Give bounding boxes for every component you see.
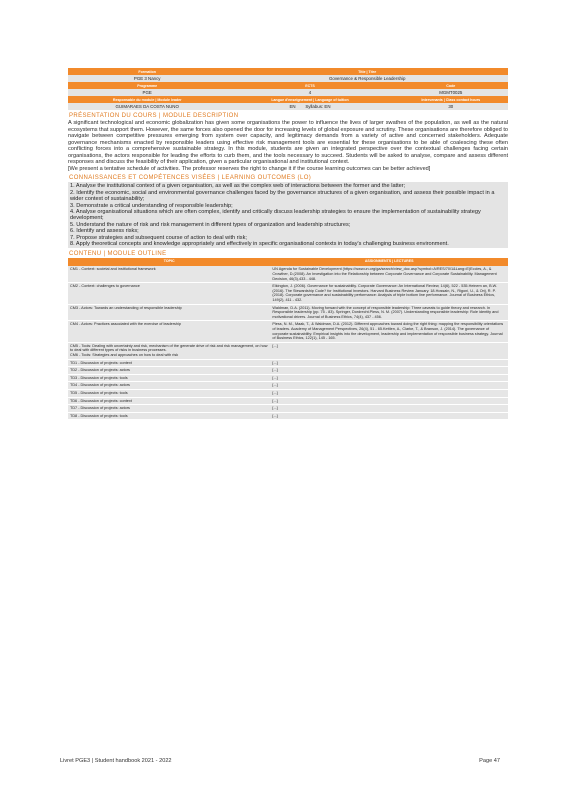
- outline-assignment: Waldman, D.A. (2011). Moving forward with the concept of responsible leadership: Three caveats to guide theory and research. In Responsible leadership (pp. 75 - 83). Springer, Dordrecht.Pless, N. M. (2007). Understanding responsible leadership: Role identity and motivational drivers. Journal of Business Ethics, 74(4), 437 - 456.: [270, 304, 508, 321]
- description-note: [We present a tentative schedule of activities. The professor reserves the right to change it if the course learning outcomes can be better achieved]: [68, 165, 431, 172]
- language-value: EN: [289, 104, 296, 109]
- outline-assignment: [...]: [270, 405, 508, 413]
- outline-topic: CM4 - Actors: Practices associated with the exercise of leadership: [68, 321, 270, 342]
- outline-topic: TD2 - Discussion of projects: actors: [68, 367, 270, 375]
- outline-topic: CM1 - Context: societal and institutional framework: [68, 266, 270, 282]
- language-label: Langue d'enseignement | Language of tuition: [226, 96, 393, 103]
- outline-row: [68, 412, 508, 419]
- outline-topic: CM5 - Tools: Dealing with uncertainty and risk, mechanism of the generate drive of risk and risk management, on how to deal with different types of risks in business processes. CM6 - Tools: Strategies and approaches on how to deal with risk: [68, 342, 270, 359]
- outline-assignment: Pless, N. M., Maak, T., & Waldman, D.A. (2012). Different approaches toward doing the right thing: mapping the responsibility orientations of leaders. Academy of Management Perspectives, 26(4), 51 - 65.Kettlen, A., Clarke, T., & Branson, J. (2014). The governance of corporate sustainability: Empirical insights into the development, leadership and implementation of responsible business strategy. Journal of Business Ethics, 122(1), 145 - 165.: [270, 321, 508, 342]
- outline-row: [68, 389, 508, 397]
- module-description: [68, 120, 508, 172]
- outline-body: [68, 266, 508, 419]
- outline-topic: TD7 - Discussion of projects: actors: [68, 405, 270, 413]
- ects-label: ECTS: [226, 82, 393, 89]
- outline-assignment: [...]: [270, 342, 508, 359]
- outcome-item: 4. Analyse organisational situations which are often complex, identify and critically discuss leadership strategies to ensure the implementation of sustainability strategy development;: [70, 209, 481, 222]
- outline-assignment: Elkington, J. (2006). Governance for sustainability. Corporate Governance: An International Review, 14(6), 522 - 535.Heinem an, B.W. (2016). The Stewardship Code? for Institutional Investors. Harvard Business Review January. 18.Hossain, N., Rigoni, U., & Orij, R. P. (2018). Corporate governance and sustainability performance: Analysis of triple bottom line performance. Journal of Business Ethics, 149(2), 411 - 432.: [270, 283, 508, 304]
- ects-value: 4: [226, 89, 393, 96]
- description-paragraph: A significant technological and economic globalization has given some organisations the power to influence the lives of larger swathes of the population, as well as the natural ecosystems that support them. However, the same forces also opened the door for increasing levels of global exposure and scrutiny. These organisations are therefore obliged to navigate between competitive pressures emerging from system over capacity, and legitimacy demands from a variety of active and concerned stakeholders. Adequate governance mechanisms enacted by responsible leaders using effective risk management tools are essential for these organisations to be able of coalescing these often conflicting forces into a comprehensive sustainable strategy. In this module, students are given an integrated perspective over the contextual challenges facing certain organisations, the actors responsible for leading the efforts to curb them, and the tools necessary to succeed. Students will be asked to analyse, compare and assess different responses and discuss the feasibility of their application, given a particular organisational and institutional context.: [68, 120, 508, 166]
- outline-assignment: UN Agenda for Sustainable Development (https://www.un.org/ga/search/view_doc.asp?symbol=A/RES/70/1&Lang=E)Eccles, A., & Crowther, D.(2008). An Investigation into the Relationship between Corporate Governance and Corporate Sustainability. Management Decision, 46(3),433 - 448.: [270, 266, 508, 282]
- outcome-item: 6. Identify and assess risks;: [70, 228, 139, 235]
- leader-label: Responsable du module | Module leader: [68, 96, 226, 103]
- programme-value: PGE: [68, 89, 226, 96]
- outcome-item: 7. Propose strategies and subsequent course of action to deal with risk;: [70, 234, 247, 241]
- outline-row: [68, 359, 508, 367]
- code-value: MGMT0025: [394, 89, 508, 96]
- outline-topic: TD4 - Discussion of projects: actors: [68, 382, 270, 390]
- outline-assignment: [...]: [270, 397, 508, 405]
- syllabus-value: EN: [324, 104, 331, 109]
- learning-outcomes: [68, 182, 508, 248]
- module-sheet: [68, 68, 508, 419]
- outline-assignment: [...]: [270, 412, 508, 419]
- module-info-table: [68, 68, 508, 110]
- outline-row: [68, 283, 508, 304]
- section-title-outcomes: CONNAISSANCES ET COMPÉTENCES VISÉES | LEARNING OUTCOMES (LO): [69, 175, 312, 182]
- title-label: Title | Titre: [226, 68, 508, 75]
- syllabus-label: Syllabus:: [305, 104, 324, 109]
- topic-header: TOPIC: [68, 258, 270, 266]
- outline-row: [68, 266, 508, 282]
- formation-value: PGE 3 Nancy: [68, 75, 226, 82]
- outline-assignment: [...]: [270, 367, 508, 375]
- footer-handbook: Livret PGE3 | Student handbook 2021 - 2022: [60, 758, 172, 764]
- outcome-item: 8. Apply theoretical concepts and knowledge appropriately and effectively in specific organisational contexts in today's challenging business environment.: [70, 241, 449, 248]
- outline-topic: CM3 - Actors: Towards an understanding of responsible leadership: [68, 304, 270, 321]
- hours-value: 30: [394, 103, 508, 110]
- title-value: Governance & Responsible Leadership: [226, 75, 508, 82]
- assignments-header: ASSIGNMENTS | LECTURES: [270, 258, 508, 266]
- outcome-item: 3. Demonstrate a critical understanding of responsible leadership;: [70, 202, 233, 209]
- outline-row: [68, 342, 508, 359]
- outcome-item: 5. Understand the nature of risk and risk management in different types of organization and leadership structures;: [70, 221, 351, 228]
- outline-assignment: [...]: [270, 374, 508, 382]
- footer-page-number: Page 47: [479, 758, 500, 764]
- outline-row: [68, 304, 508, 321]
- formation-label: Formation: [68, 68, 226, 75]
- outline-assignment: [...]: [270, 389, 508, 397]
- outline-topic: TD6 - Discussion of projects: context: [68, 397, 270, 405]
- outline-row: [68, 397, 508, 405]
- module-outline-table: [68, 258, 508, 419]
- outline-topic: TD3 - Discussion of projects: tools: [68, 374, 270, 382]
- outline-topic: TD5 - Discussion of projects: tools: [68, 389, 270, 397]
- programme-label: Programme: [68, 82, 226, 89]
- outline-row: [68, 374, 508, 382]
- outline-row: [68, 321, 508, 342]
- leader-value: GUIMARAES DA COSTA NUNO: [68, 103, 226, 110]
- code-label: Code: [394, 82, 508, 89]
- language-cell: [226, 103, 393, 110]
- outline-assignment: [...]: [270, 359, 508, 367]
- outline-assignment: [...]: [270, 382, 508, 390]
- outcome-item: 2. Identify the economic, social and environmental governance challenges faced by the governance structures of a given organisation, and assess their possible impact in a wider context of sustainability;: [70, 189, 495, 203]
- outline-row: [68, 405, 508, 413]
- outline-topic: TD1 - Discussion of projects: context: [68, 359, 270, 367]
- outline-row: [68, 382, 508, 390]
- hours-label: Intervenants | Class contact hours: [394, 96, 508, 103]
- outcome-item: 1. Analyse the institutional context of a given organisation, as well as the complex web of interactions between the former and the latter;: [70, 183, 406, 190]
- section-title-outline: CONTENU | MODULE OUTLINE: [69, 251, 167, 258]
- outline-topic: CM2 - Context: challenges to governance: [68, 283, 270, 304]
- section-title-presentation: PRÉSENTATION DU COURS | MODULE DESCRIPTION: [69, 113, 239, 119]
- outline-row: [68, 367, 508, 375]
- outline-topic: TD8 - Discussion of projects: tools: [68, 412, 270, 419]
